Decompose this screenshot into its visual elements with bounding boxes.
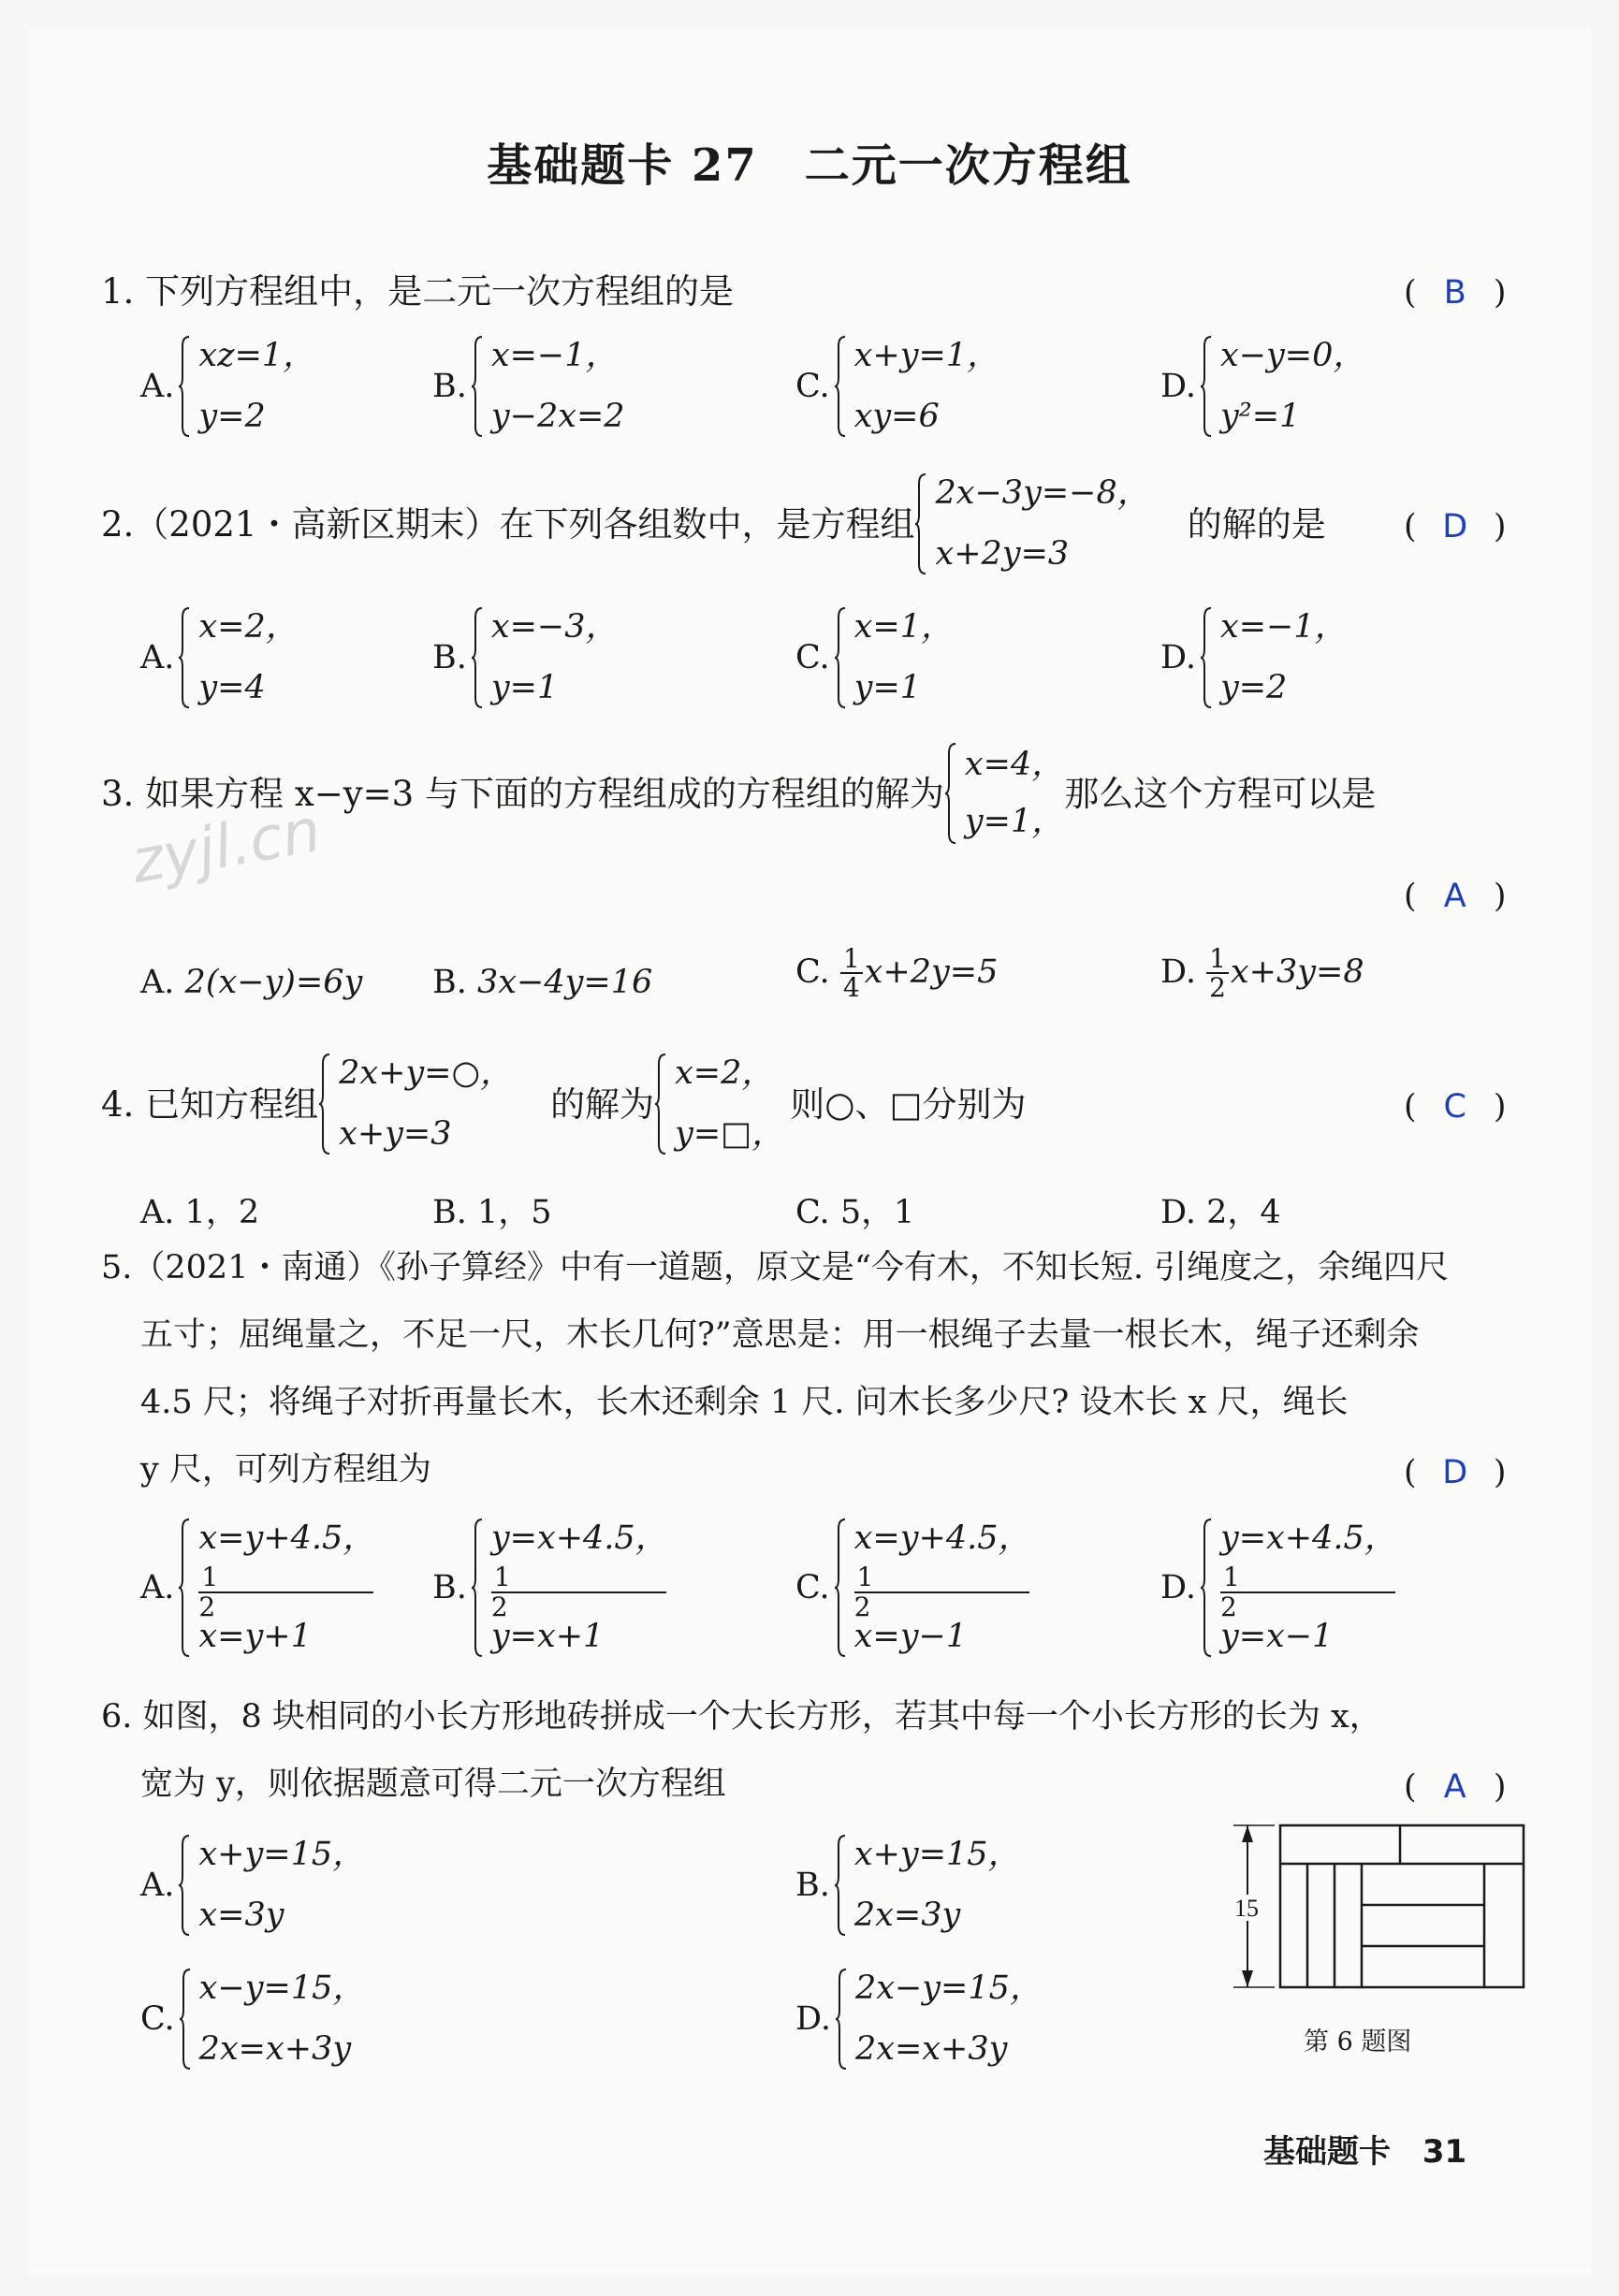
q3-answer-letter: A xyxy=(1443,878,1466,915)
option-text: x+3y=8 xyxy=(1230,952,1364,991)
equation-3: x=2， xyxy=(675,1054,775,1092)
q6-option-c[interactable] xyxy=(140,1968,365,2071)
equation-2: x+y=3 xyxy=(339,1115,452,1153)
q5-option-a[interactable] xyxy=(140,1518,375,1658)
q6-figure-caption: 第 6 题图 xyxy=(1304,2027,1412,2056)
arrow-down-icon xyxy=(1242,1970,1253,1987)
option-label: C. xyxy=(795,639,830,676)
option-label: D. xyxy=(1160,1194,1196,1231)
equation-1: x−y=15， xyxy=(198,1969,366,2007)
q5-option-d[interactable] xyxy=(1160,1518,1397,1658)
q1-stem: 1. 下列方程组中，是二元一次方程组的是 xyxy=(101,271,735,312)
option-text: 2(x−y)=6y xyxy=(184,964,363,1001)
q6-line-1: 6. 如图，8 块相同的小长方形地砖拼成一个大长方形，若其中每一个小长方形的长为 x， xyxy=(101,1698,1382,1736)
q2-stem-prefix: 2.（2021・高新区期末）在下列各组数中，是方程组 xyxy=(101,503,915,545)
option-label: B. xyxy=(432,368,467,405)
q4-option-d[interactable] xyxy=(1160,1186,1281,1233)
footer xyxy=(1263,2126,1466,2172)
q2-stem xyxy=(101,472,1326,575)
equation-2: y=2 xyxy=(198,398,266,435)
q6-option-d[interactable] xyxy=(795,1968,1043,2071)
equation-2: x=3y xyxy=(198,1896,284,1934)
q3-option-a[interactable] xyxy=(140,964,362,1001)
brace-icon xyxy=(471,606,484,709)
equation-1: x+y=15， xyxy=(198,1836,366,1873)
q3-option-d[interactable] xyxy=(1160,945,1364,1002)
option-text: x+2y=5 xyxy=(864,952,999,991)
q4-option-b[interactable] xyxy=(432,1186,552,1233)
option-label: D. xyxy=(1160,1569,1196,1606)
q4-option-c[interactable] xyxy=(795,1186,914,1233)
q2-option-a[interactable] xyxy=(140,606,299,709)
equation-1: y=x+4.5， xyxy=(1219,1519,1397,1557)
q1-answer-letter: B xyxy=(1443,274,1466,312)
option-label: C. xyxy=(795,1569,830,1606)
page-title: 基础题卡 27 二元一次方程组 xyxy=(487,139,1132,192)
option-text: 5，1 xyxy=(839,1194,915,1231)
q6-option-a[interactable] xyxy=(140,1834,365,1937)
q1-option-a[interactable] xyxy=(140,335,315,438)
equation-2: 2x=x+3y xyxy=(198,2030,352,2068)
equation-1: x+y=1， xyxy=(853,337,1000,374)
equation-2: 2x=3y xyxy=(853,1896,961,1934)
option-label: A. xyxy=(140,1569,175,1606)
equation-2: 2x=x+3y xyxy=(854,2030,1008,2068)
brace-icon xyxy=(178,335,191,438)
option-label: A. xyxy=(140,368,175,405)
footer-label: 基础题卡 xyxy=(1263,2133,1391,2171)
equation-2: y=1 xyxy=(490,669,559,706)
q5-line-3: 4.5 尺；将绳子对折再量长木，长木还剩余 1 尺. 问木长多少尺? 设木长 x 尺，绳长 xyxy=(140,1384,1349,1421)
brace-icon xyxy=(944,742,957,845)
equation-2: y²=1 xyxy=(1219,398,1301,435)
brace-icon xyxy=(1200,606,1213,709)
option-label: A. xyxy=(140,1194,175,1231)
q5-option-b[interactable] xyxy=(432,1518,668,1658)
brace-icon xyxy=(178,1518,191,1658)
equation-1: 2x−3y=−8， xyxy=(935,474,1150,512)
q6-figure xyxy=(1217,1820,1535,2007)
q3-answer: ( A ) xyxy=(1404,878,1507,915)
brace-icon xyxy=(835,1968,848,2071)
equation-1: x+y=15， xyxy=(853,1836,1021,1873)
brace-icon xyxy=(834,1834,847,1937)
q3-stem xyxy=(101,742,1376,845)
brace-icon xyxy=(1200,1518,1213,1658)
option-label: C. xyxy=(795,952,830,991)
q5-answer-letter: D xyxy=(1442,1454,1468,1491)
option-text: 1，5 xyxy=(477,1194,552,1231)
option-label: D. xyxy=(1160,639,1196,676)
equation-1: x=1， xyxy=(853,608,955,646)
equation-2: y−2x=2 xyxy=(490,398,625,435)
equation-1: x=−1， xyxy=(1219,608,1348,646)
brace-icon xyxy=(834,1518,847,1658)
option-label: D. xyxy=(1160,952,1196,991)
equation-4: y=□， xyxy=(675,1115,785,1153)
option-label: C. xyxy=(795,1194,830,1231)
q1-option-b[interactable] xyxy=(432,335,625,438)
option-label: C. xyxy=(140,2000,175,2038)
equation-1: x=2， xyxy=(198,608,299,646)
brace-icon xyxy=(178,606,191,709)
fraction: $\frac{1}{2}$ xyxy=(1206,945,1229,1002)
equation-1: x=−1， xyxy=(490,337,619,374)
q4-answer: ( C ) xyxy=(1404,1088,1507,1126)
equation-2: 1 2 y=x−1 xyxy=(1220,1563,1397,1653)
equation-2: y=2 xyxy=(1219,669,1288,706)
option-label: B. xyxy=(432,639,467,676)
q5-line-2: 五寸；屈绳量之，不足一尺，木长几何?”意思是：用一根绳子去量一根长木，绳子还剩余 xyxy=(140,1316,1420,1354)
q4-stem-prefix: 4. 已知方程组 xyxy=(101,1083,319,1125)
brace-icon xyxy=(834,606,847,709)
q5-line-4: y 尺，可列方程组为 xyxy=(140,1451,431,1489)
equation-2: x+2y=3 xyxy=(935,535,1070,573)
option-text: 1，2 xyxy=(184,1194,260,1231)
option-text: 3x−4y=16 xyxy=(477,964,653,1001)
equation-1: y=x+4.5， xyxy=(490,1519,668,1557)
equation-2: y=1， xyxy=(964,803,1065,840)
brace-icon xyxy=(914,472,927,575)
option-label: A. xyxy=(140,639,175,676)
brace-icon xyxy=(318,1053,331,1155)
option-label: B. xyxy=(432,1569,467,1606)
equation-2: 1 2 x=y+1 xyxy=(198,1563,375,1653)
q2-option-b[interactable] xyxy=(432,606,619,709)
option-label: C. xyxy=(795,368,830,405)
q2-stem-suffix: 的解的是 xyxy=(1187,503,1326,545)
equation-1: 2x+y=○， xyxy=(339,1054,514,1092)
watermark: zyjl.cn xyxy=(126,795,327,898)
q1-option-d[interactable] xyxy=(1160,335,1365,438)
q3-stem-suffix: 那么这个方程可以是 xyxy=(1064,773,1377,814)
option-label: D. xyxy=(795,2000,831,2038)
q2-answer-letter: D xyxy=(1442,508,1468,545)
q1-option-c[interactable] xyxy=(795,335,999,438)
dimension-label: 15 xyxy=(1234,1895,1259,1922)
equation-2: 1 2 y=x+1 xyxy=(491,1563,668,1653)
q1-answer: ( B ) xyxy=(1404,274,1507,312)
equation-1: x=y+4.5， xyxy=(853,1519,1031,1557)
option-label: B. xyxy=(795,1867,830,1904)
equation-1: x=4， xyxy=(964,746,1065,783)
equation-1: xz=1， xyxy=(198,337,316,374)
q4-answer-letter: C xyxy=(1443,1088,1466,1126)
option-text: 2，4 xyxy=(1206,1194,1281,1231)
option-label: D. xyxy=(1160,368,1196,405)
q4-stem-suffix: 则○、□分别为 xyxy=(790,1083,1027,1125)
q2-answer: ( D ) xyxy=(1404,508,1507,545)
option-label: A. xyxy=(140,964,175,1001)
equation-1: x−y=0， xyxy=(1219,337,1366,374)
q4-stem xyxy=(101,1053,1026,1155)
brace-icon xyxy=(178,1834,191,1937)
equation-2: y=4 xyxy=(198,669,266,706)
q6-answer-letter: A xyxy=(1443,1768,1466,1806)
q4-option-a[interactable] xyxy=(140,1186,259,1233)
brace-icon xyxy=(1200,335,1213,438)
equation-1: 2x−y=15， xyxy=(854,1969,1043,2007)
page-number: 31 xyxy=(1422,2133,1467,2171)
q2-option-d[interactable] xyxy=(1160,606,1348,709)
q6-line-2: 宽为 y，则依据题意可得二元一次方程组 xyxy=(140,1766,726,1803)
q5-option-c[interactable] xyxy=(795,1518,1031,1658)
brace-icon xyxy=(471,1518,484,1658)
q2-option-c[interactable] xyxy=(795,606,954,709)
option-label: B. xyxy=(432,964,467,1001)
q5-line-1: 5.（2021・南通）《孙子算经》中有一道题，原文是“今有木，不知长短. 引绳度之，余绳四尺 xyxy=(101,1249,1450,1286)
q3-option-c[interactable] xyxy=(795,945,998,1002)
equation-1: x=y+4.5， xyxy=(198,1519,376,1557)
q4-stem-mid: 的解为 xyxy=(550,1083,655,1125)
fraction: 1 2 xyxy=(491,1563,666,1620)
fraction: 1 2 xyxy=(198,1563,373,1620)
brace-icon xyxy=(179,1968,192,2071)
brace-icon xyxy=(834,335,847,438)
q5-answer: ( D ) xyxy=(1404,1454,1507,1491)
option-label: B. xyxy=(432,1194,467,1231)
brace-icon xyxy=(471,335,484,438)
brace-icon xyxy=(654,1053,667,1155)
q3-option-b[interactable] xyxy=(432,964,652,1001)
equation-1: x=−3， xyxy=(490,608,619,646)
equation-2: y=1 xyxy=(853,669,922,706)
arrow-up-icon xyxy=(1242,1825,1253,1842)
q3-stem-prefix: 3. 如果方程 x−y=3 与下面的方程组成的方程组的解为 xyxy=(101,773,944,814)
equation-2: 1 2 x=y−1 xyxy=(854,1563,1031,1653)
figure-outer-rect xyxy=(1280,1825,1524,1987)
fraction: 1 2 xyxy=(1220,1563,1395,1620)
fraction: 1 2 xyxy=(854,1563,1029,1620)
equation-2: xy=6 xyxy=(853,398,940,435)
fraction: $\frac{1}{4}$ xyxy=(840,945,863,1002)
q6-answer: ( A ) xyxy=(1404,1768,1507,1806)
option-label: A. xyxy=(140,1867,175,1904)
q6-option-b[interactable] xyxy=(795,1834,1021,1937)
